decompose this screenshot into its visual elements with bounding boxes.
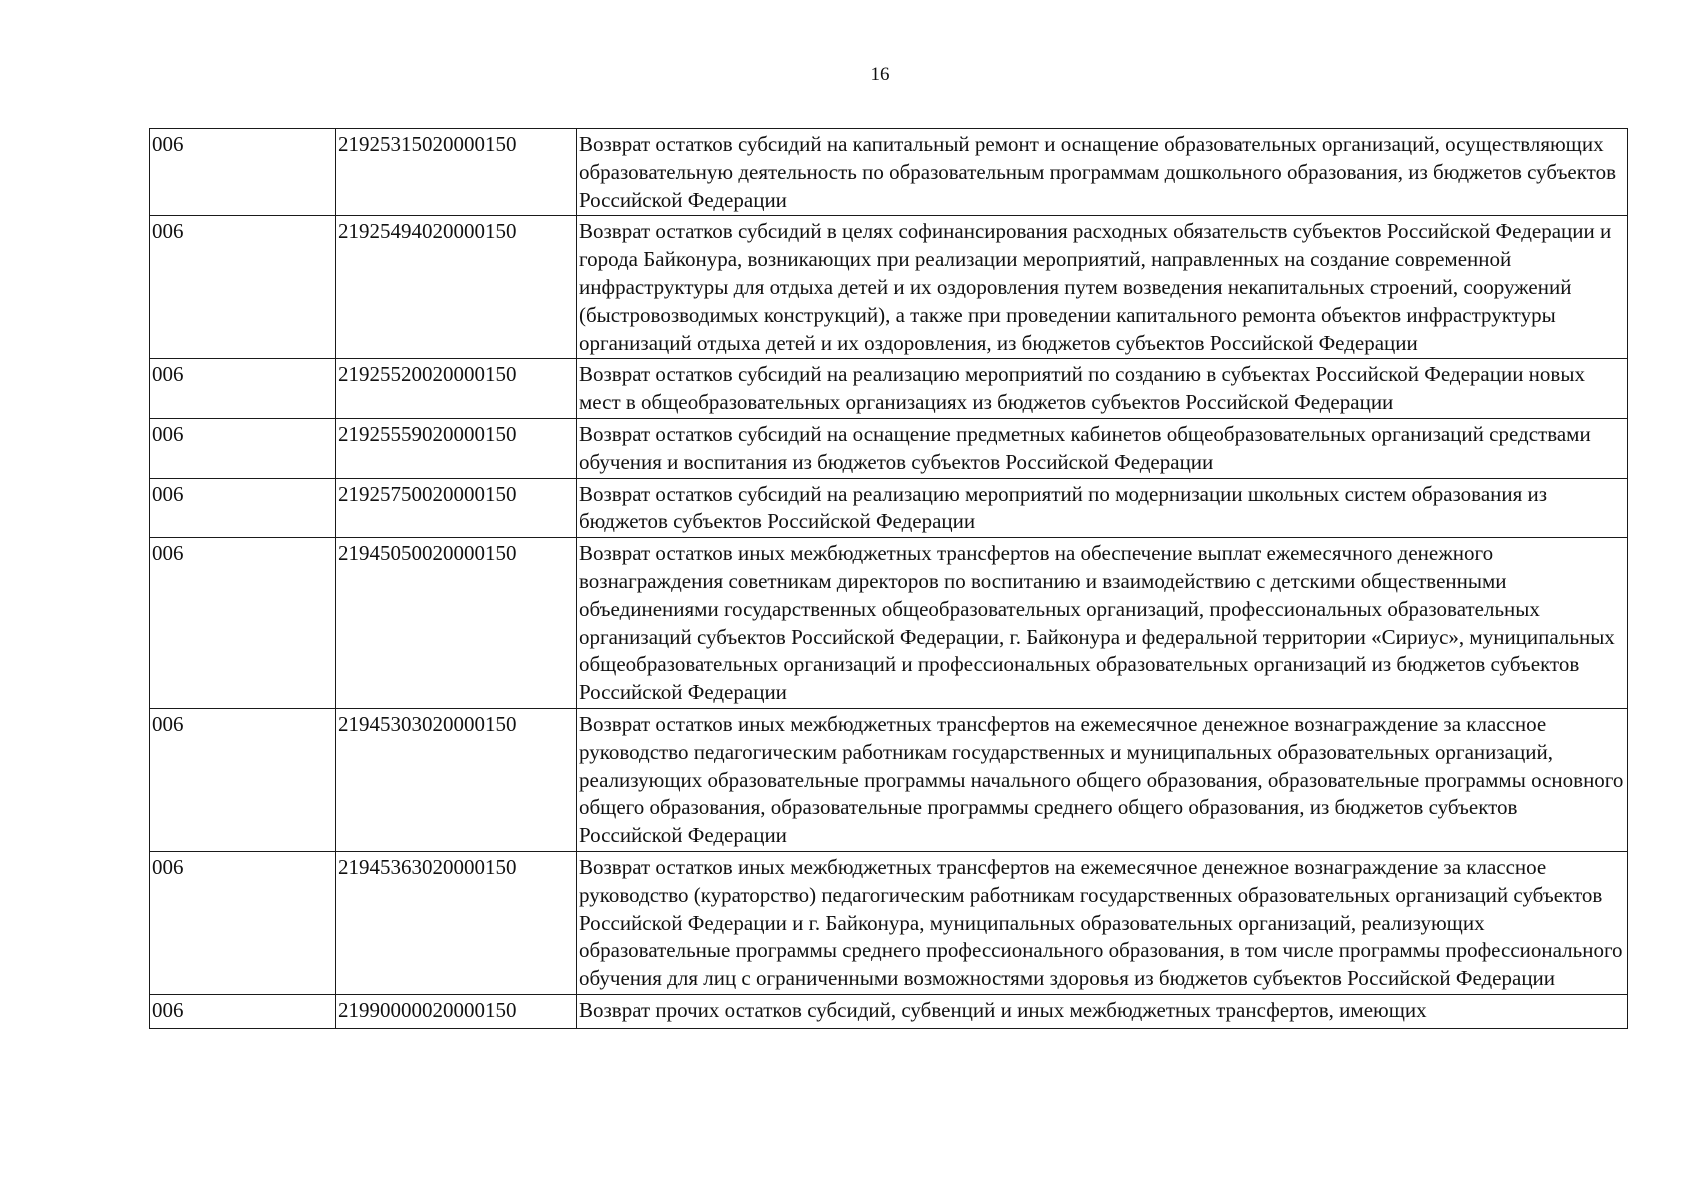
- admin-code-cell: 006: [150, 418, 336, 478]
- description-cell: Возврат остатков субсидий на оснащение предметных кабинетов общеобразовательных организаций средствами обучения и воспитания из бюджетов субъектов Российской Федерации: [577, 418, 1628, 478]
- table-row: [150, 216, 1628, 359]
- admin-code-cell: 006: [150, 478, 336, 538]
- table-row: [150, 129, 1628, 216]
- admin-code-cell: 006: [150, 708, 336, 851]
- admin-code-cell: 006: [150, 851, 336, 994]
- admin-code-cell: 006: [150, 359, 336, 419]
- budget-codes-table: [149, 128, 1628, 1029]
- table-row: [150, 418, 1628, 478]
- admin-code-cell: 006: [150, 538, 336, 709]
- description-cell: Возврат остатков субсидий на реализацию мероприятий по созданию в субъектах Российской Федерации новых мест в общеобразовательных организациях из бюджетов субъектов Российской Федерации: [577, 359, 1628, 419]
- page-number: 16: [870, 64, 890, 85]
- admin-code-cell: 006: [150, 994, 336, 1028]
- table-row: [150, 851, 1628, 994]
- budget-code-cell: 21990000020000150: [336, 994, 577, 1028]
- table-row: [150, 538, 1628, 709]
- admin-code-cell: 006: [150, 216, 336, 359]
- budget-code-cell: 21925494020000150: [336, 216, 577, 359]
- table-row: [150, 478, 1628, 538]
- description-cell: Возврат остатков иных межбюджетных трансфертов на ежемесячное денежное вознаграждение за классное руководство (кураторство) педагогическим работникам государственных образовательных организаций субъектов Российской Федерации и г. Байконура, муниципальных образовательных организаций, реализующих образовательные программы среднего профессионального образования, в том числе программы профессионального обучения для лиц с ограниченными возможностями здоровья из бюджетов субъектов Российской Федерации: [577, 851, 1628, 994]
- table-row: [150, 708, 1628, 851]
- description-cell: Возврат остатков субсидий на капитальный ремонт и оснащение образовательных организаций, осуществляющих образовательную деятельность по образовательным программам дошкольного образования, из бюджетов субъектов Российской Федерации: [577, 129, 1628, 216]
- budget-code-cell: 21945303020000150: [336, 708, 577, 851]
- table-row: [150, 994, 1628, 1028]
- budget-code-cell: 21925559020000150: [336, 418, 577, 478]
- budget-code-cell: 21945050020000150: [336, 538, 577, 709]
- description-cell: Возврат остатков иных межбюджетных трансфертов на обеспечение выплат ежемесячного денежного вознаграждения советникам директоров по воспитанию и взаимодействию с детскими общественными объединениями государственных общеобразовательных организаций, профессиональных образовательных организаций субъектов Российской Федерации, г. Байконура и федеральной территории «Сириус», муниципальных общеобразовательных организаций и профессиональных образовательных организаций из бюджетов субъектов Российской Федерации: [577, 538, 1628, 709]
- budget-code-cell: 21925315020000150: [336, 129, 577, 216]
- budget-code-cell: 21925750020000150: [336, 478, 577, 538]
- description-cell: Возврат остатков субсидий на реализацию мероприятий по модернизации школьных систем образования из бюджетов субъектов Российской Федерации: [577, 478, 1628, 538]
- description-cell: Возврат остатков иных межбюджетных трансфертов на ежемесячное денежное вознаграждение за классное руководство педагогическим работникам государственных и муниципальных образовательных организаций, реализующих образовательные программы начального общего образования, образовательные программы основного общего образования, образовательные программы среднего общего образования, из бюджетов субъектов Российской Федерации: [577, 708, 1628, 851]
- table-row: [150, 359, 1628, 419]
- description-cell: Возврат прочих остатков субсидий, субвенций и иных межбюджетных трансфертов, имеющих: [577, 994, 1628, 1028]
- budget-code-cell: 21945363020000150: [336, 851, 577, 994]
- description-cell: Возврат остатков субсидий в целях софинансирования расходных обязательств субъектов Российской Федерации и города Байконура, возникающих при реализации мероприятий, направленных на создание современной инфраструктуры для отдыха детей и их оздоровления путем возведения некапитальных строений, сооружений (быстровозводимых конструкций), а также при проведении капитального ремонта объектов инфраструктуры организаций отдыха детей и их оздоровления, из бюджетов субъектов Российской Федерации: [577, 216, 1628, 359]
- admin-code-cell: 006: [150, 129, 336, 216]
- budget-code-cell: 21925520020000150: [336, 359, 577, 419]
